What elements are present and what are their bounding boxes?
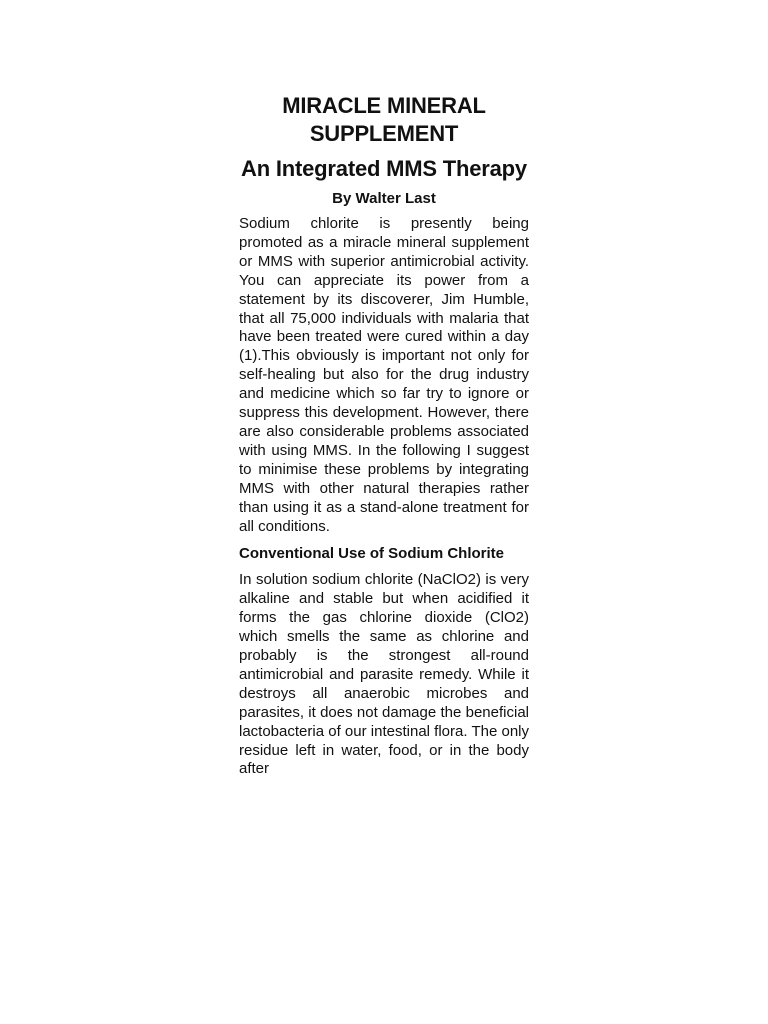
section-paragraph: In solution sodium chlorite (NaClO2) is very alkaline and stable but when acidified it forms the gas chlorine dioxide (ClO2) which smells the same as chlorine and probably is the strongest all-round antimicrobial and parasite remedy. While it destroys all anaerobic microbes and parasites, it does not damage the beneficial lactobacteria of our intestinal flora. The only residue left in water, food, or in the body after [239,571,529,778]
document-title: MIRACLE MINERAL SUPPLEMENT [282,93,486,146]
document-subtitle: An Integrated MMS Therapy [241,156,527,181]
document-page [239,92,529,779]
intro-paragraph: Sodium chlorite is presently being promoted as a miracle mineral supplement or MMS with superior antimicrobial activity. You can appreciate its power from a statement by its discoverer, Jim Humble, that all 75,000 individuals with malaria that have been treated were cured within a day (1).This obviously is important not only for self-healing but also for the drug industry and medicine which so far try to ignore or suppress this development. However, there are also considerable problems associated with using MMS. In the following I suggest to minimise these problems by integrating MMS with other natural therapies rather than using it as a stand-alone treatment for all conditions. [239,215,529,535]
section-heading: Conventional Use of Sodium Chlorite [239,545,505,563]
author-byline: By Walter Last [332,190,436,207]
